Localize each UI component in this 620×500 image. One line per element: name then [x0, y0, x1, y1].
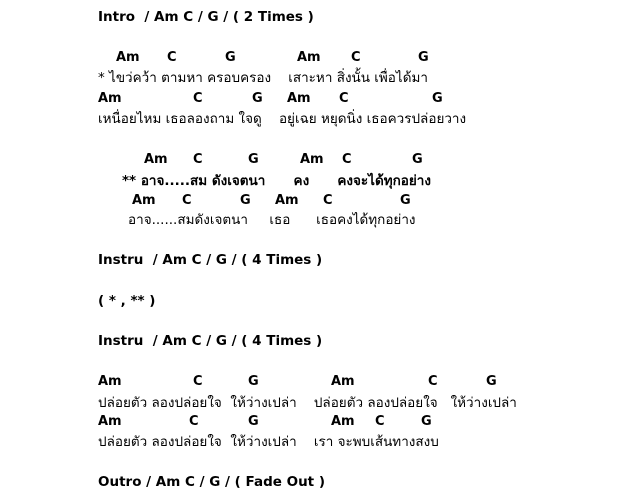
chord: G: [225, 50, 236, 65]
chord: C: [428, 374, 438, 389]
chord: C: [193, 152, 203, 167]
chord: Am: [144, 152, 168, 167]
lyric-line: ปล่อยตัว ลองปล่อยใจ ให้ว่างเปล่า ปล่อยตัว ลองปล่อยใจ ให้ว่างเปล่า: [98, 395, 517, 411]
chord: C: [339, 91, 349, 106]
chord: C: [351, 50, 361, 65]
instru-line-1: Instru / Am C / G / ( 4 Times ): [98, 252, 323, 268]
lyric-line: * ไขว่คว้า ตามหา ครอบครอง เสาะหา สิ่งนั้น เพื่อได้มา: [98, 70, 428, 86]
lyric-line: อาจ......สมดังเจตนา เธอ เธอคงได้ทุกอย่าง: [128, 212, 416, 228]
instru-line-2: Instru / Am C / G / ( 4 Times ): [98, 333, 323, 349]
chord: C: [323, 193, 333, 208]
chord: Am: [98, 414, 122, 429]
chord: Am: [275, 193, 299, 208]
chord: G: [486, 374, 497, 389]
chord: Am: [98, 91, 122, 106]
repeat-marker: ( * , ** ): [98, 293, 156, 309]
chord: G: [240, 193, 251, 208]
lyric-line: ปล่อยตัว ลองปล่อยใจ ให้ว่างเปล่า เรา จะพบเส้นทางสงบ: [98, 434, 439, 450]
chord: G: [248, 374, 259, 389]
chord: G: [252, 91, 263, 106]
chord: C: [375, 414, 385, 429]
lyric-line: เหนื่อยไหม เธอลองถาม ใจดู อยู่เฉย หยุดนิ่ง เธอควรปล่อยวาง: [98, 111, 467, 127]
chord: C: [167, 50, 177, 65]
chord: G: [400, 193, 411, 208]
chord: G: [248, 414, 259, 429]
chord: C: [193, 374, 203, 389]
chord: G: [248, 152, 259, 167]
chord: Am: [116, 50, 140, 65]
chord: C: [193, 91, 203, 106]
chord: Am: [287, 91, 311, 106]
outro-line: Outro / Am C / G / ( Fade Out ): [98, 474, 326, 490]
chord: C: [189, 414, 199, 429]
lyric-line: ** อาจ.....สม ดังเจตนา คง คงจะได้ทุกอย่าง: [122, 173, 431, 189]
chord: G: [418, 50, 429, 65]
chord: Am: [331, 374, 355, 389]
chord: Am: [132, 193, 156, 208]
chord: G: [412, 152, 423, 167]
chord: C: [182, 193, 192, 208]
chord: Am: [331, 414, 355, 429]
intro-line: Intro / Am C / G / ( 2 Times ): [98, 9, 314, 25]
chord: Am: [98, 374, 122, 389]
chord: G: [432, 91, 443, 106]
chord: G: [421, 414, 432, 429]
chord: Am: [297, 50, 321, 65]
chord: C: [342, 152, 352, 167]
chord: Am: [300, 152, 324, 167]
